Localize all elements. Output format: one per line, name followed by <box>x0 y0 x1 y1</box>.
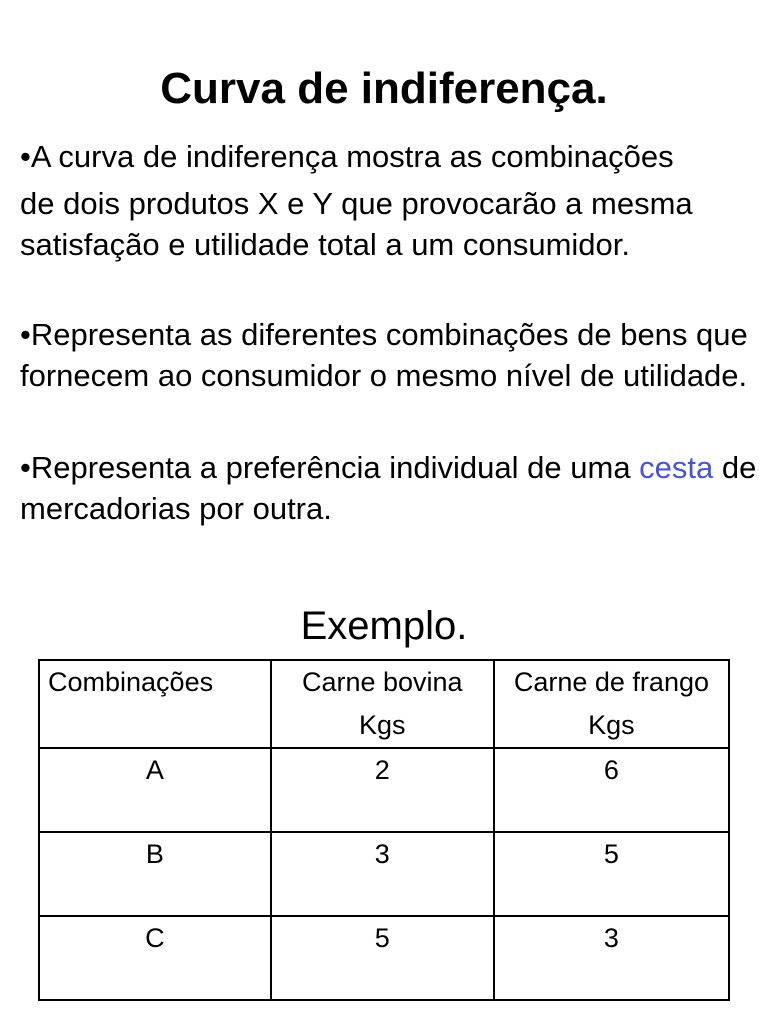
table-row <box>39 748 729 832</box>
cell-chicken: 6 <box>494 748 729 832</box>
bullet-3-before: •Representa a preferência individual de uma <box>20 450 640 485</box>
bullet-1-rest: de dois produtos X e Y que provocarão a mesma satisfação e utilidade total a um consumidor. <box>20 186 693 262</box>
slide-title: Curva de indiferença. <box>160 64 608 113</box>
cell-beef: 3 <box>271 832 494 916</box>
cesta-link[interactable]: cesta <box>639 450 714 485</box>
bullet-combinations: •Representa as diferentes combinações de bens que fornecem ao consumidor o mesmo nível de utilidade. <box>20 317 748 393</box>
cell-combination: C <box>39 916 271 1000</box>
example-heading: Exemplo. <box>300 604 468 648</box>
table-header-row <box>39 660 729 748</box>
header-beef-label: Carne bovina <box>301 667 463 697</box>
bullet-preference <box>20 447 760 529</box>
header-combinations-label: Combinações <box>48 667 214 697</box>
cell-chicken: 5 <box>494 832 729 916</box>
header-chicken-unit: Kgs <box>588 710 635 740</box>
cell-beef: 2 <box>271 748 494 832</box>
bullet-3-after: de mercadorias por outra. <box>20 450 757 526</box>
cell-beef: 5 <box>271 916 494 1000</box>
example-table <box>38 659 730 1001</box>
header-beef <box>271 660 494 748</box>
cell-combination: B <box>39 832 271 916</box>
table-row <box>39 916 729 1000</box>
cell-chicken: 3 <box>494 916 729 1000</box>
cell-combination: A <box>39 748 271 832</box>
header-combinations <box>39 660 271 748</box>
bullet-1-first-line: •A curva de indiferença mostra as combinações <box>20 139 674 174</box>
header-chicken-label: Carne de frango <box>513 667 709 697</box>
bullet-indifference-curve-definition <box>20 136 760 265</box>
table-row <box>39 832 729 916</box>
header-beef-unit: Kgs <box>359 710 406 740</box>
header-chicken <box>494 660 729 748</box>
